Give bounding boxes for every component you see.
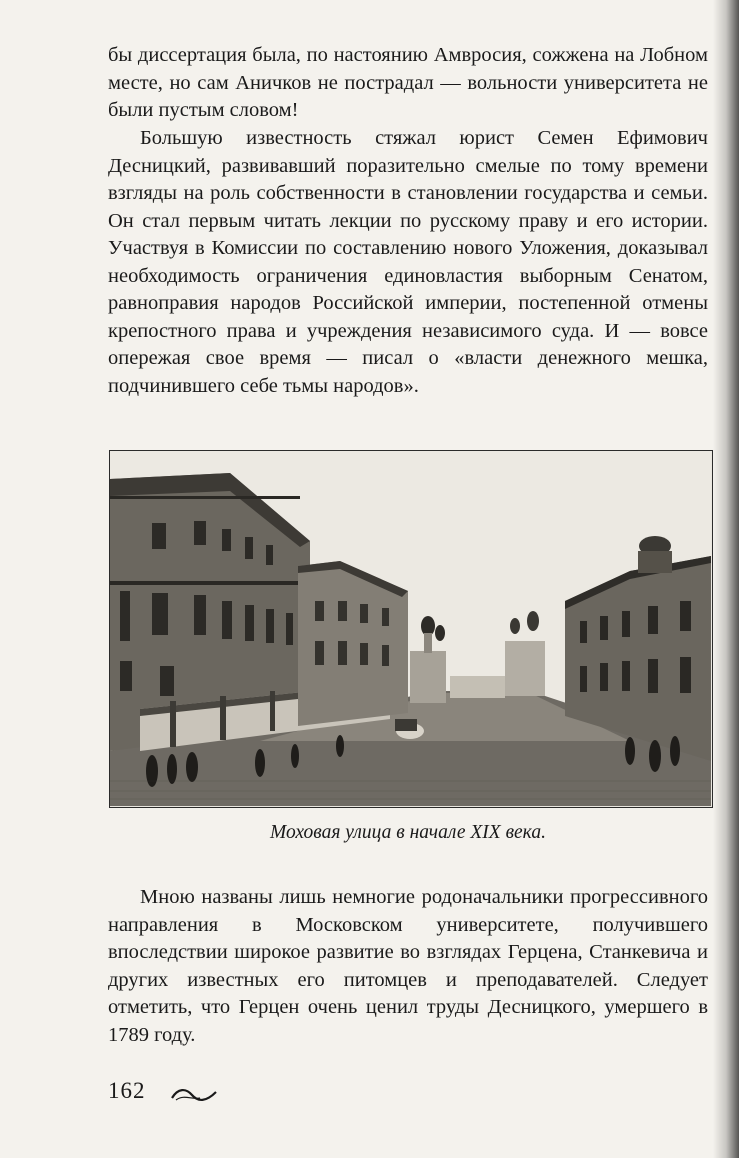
page-edge-shadow bbox=[713, 0, 739, 1158]
paragraph-3-text: Мною названы лишь немногие родоначальники прогрессивного направления в Московском университете, получившего впоследствии широкое развитие во взглядах Герцена, Станкевича и других известных его питомцев и преподавателей. Следует отметить, что Герцен очень ценил труды Десницкого, умершего в 1789 году. bbox=[108, 886, 708, 1046]
paragraph-continuation bbox=[108, 42, 708, 125]
paragraph-conclusion bbox=[108, 884, 708, 1049]
page-number: 162 bbox=[108, 1078, 146, 1103]
paragraph-2-text: Большую известность стяжал юрист Семен Ефимович Десницкий, развивавший поразительно смелые по тому времени взгляды на роль собственности в становлении государства и семьи. Он стал первым читать лекции по русскому праву и его истории. Участвуя в Комиссии по составлению нового Уложения, доказывал необходимость ограничения единовластия выборным Сенатом, равноправия народов Российской империи, постепенной отмены крепостного права и учреждения независимого суда. И — вовсе опережая свое время — писал о «власти денежного мешка, подчинившего себе тьмы народов». bbox=[108, 127, 708, 397]
engraving-illustration bbox=[109, 450, 713, 808]
paragraph-1-text: бы диссертация была, по настоянию Амвросия, сожжена на Лобном месте, но сам Аничков не пострадал — вольности университета не были пустым словом! bbox=[108, 44, 708, 121]
street-engraving bbox=[110, 451, 711, 806]
illustration-caption: Моховая улица в начале XIX века. bbox=[270, 822, 546, 843]
paragraph-desnitsky bbox=[108, 125, 708, 400]
swash-ornament-icon bbox=[170, 1086, 218, 1104]
